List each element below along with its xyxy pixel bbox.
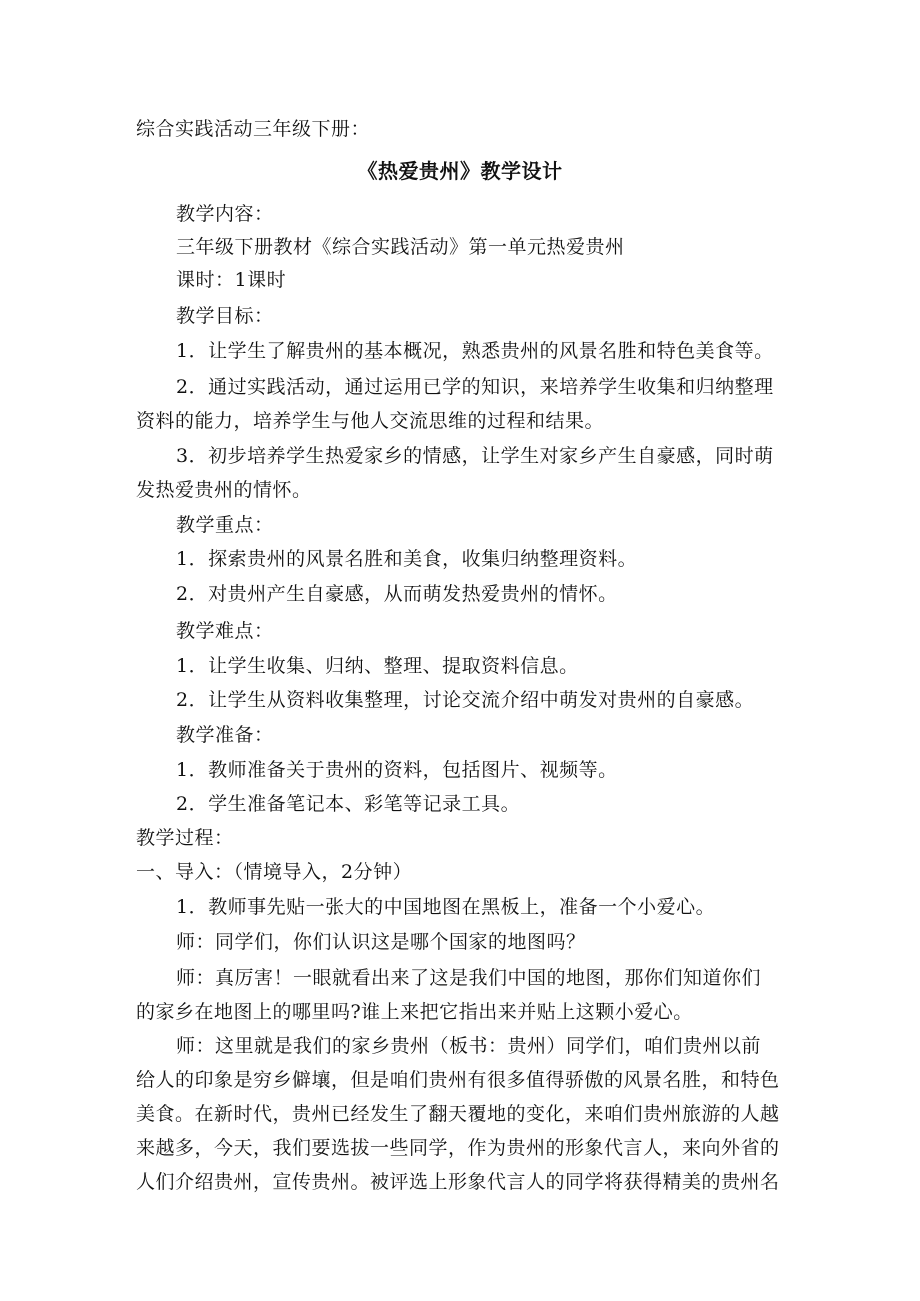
teacher-line-2a: 师：真厉害！一眼就看出来了这是我们中国的地图，那你们知道你们: [176, 967, 762, 989]
teacher-line-3d: 来越多，今天，我们要选拔一些同学，作为贵州的形象代言人，来向外省的: [136, 1137, 780, 1159]
prep-2: 2．学生准备笔记本、彩笔等记录工具。: [176, 793, 521, 815]
teacher-line-3a: 师：这里就是我们的家乡贵州（板书：贵州）同学们，咱们贵州以前: [176, 1035, 762, 1057]
teacher-line-2b: 的家乡在地图上的哪里吗?谁上来把它指出来并贴上这颗小爱心。: [136, 1001, 693, 1023]
doc-title: 《热爱贵州》教学设计: [357, 159, 563, 183]
difficulty-2: 2．让学生从资料收集整理，讨论交流介绍中萌发对贵州的自豪感。: [176, 689, 755, 711]
prep-label: 教学准备：: [176, 724, 274, 746]
content-label: 教学内容：: [176, 203, 274, 225]
process-label: 教学过程：: [136, 827, 234, 849]
teacher-line-3c: 美食。在新时代，贵州已经发生了翻天覆地的变化，来咱们贵州旅游的人越: [136, 1103, 780, 1125]
goal-1: 1．让学生了解贵州的基本概况，熟悉贵州的风景名胜和特色美食等。: [176, 340, 774, 362]
period-text: 课时：1课时: [176, 269, 287, 291]
prep-1: 1．教师准备关于贵州的资料，包括图片、视频等。: [176, 759, 618, 781]
section-1-heading: 一、导入：（情境导入，2分钟）: [136, 861, 413, 883]
goal-3-line-2: 发热爱贵州的情怀。: [136, 479, 312, 501]
key-1: 1．探索贵州的风景名胜和美食，收集归纳整理资料。: [176, 548, 638, 570]
difficulty-label: 教学难点：: [176, 620, 274, 642]
goal-2-line-2: 资料的能力，培养学生与他人交流思维的过程和结果。: [136, 410, 605, 432]
doc-header: 综合实践活动三年级下册：: [136, 118, 371, 140]
key-2: 2．对贵州产生自豪感，从而萌发热爱贵州的情怀。: [176, 583, 618, 605]
difficulty-1: 1．让学生收集、归纳、整理、提取资料信息。: [176, 655, 579, 677]
teacher-line-1: 师：同学们，你们认识这是哪个国家的地图吗？: [176, 931, 586, 953]
step-1: 1．教师事先贴一张大的中国地图在黑板上，准备一个小爱心。: [176, 896, 716, 918]
goals-label: 教学目标：: [176, 305, 274, 327]
teacher-line-3e: 人们介绍贵州，宣传贵州。被评选上形象代言人的同学将获得精美的贵州名: [136, 1171, 780, 1193]
key-label: 教学重点：: [176, 514, 274, 536]
goal-3-line-1: 3．初步培养学生热爱家乡的情感，让学生对家乡产生自豪感，同时萌: [176, 445, 774, 467]
goal-2-line-1: 2．通过实践活动，通过运用已学的知识，来培养学生收集和归纳整理: [176, 376, 774, 398]
content-text: 三年级下册教材《综合实践活动》第一单元热爱贵州: [176, 236, 625, 258]
teacher-line-3b: 给人的印象是穷乡僻壤，但是咱们贵州有很多值得骄傲的风景名胜，和特色: [136, 1069, 780, 1091]
